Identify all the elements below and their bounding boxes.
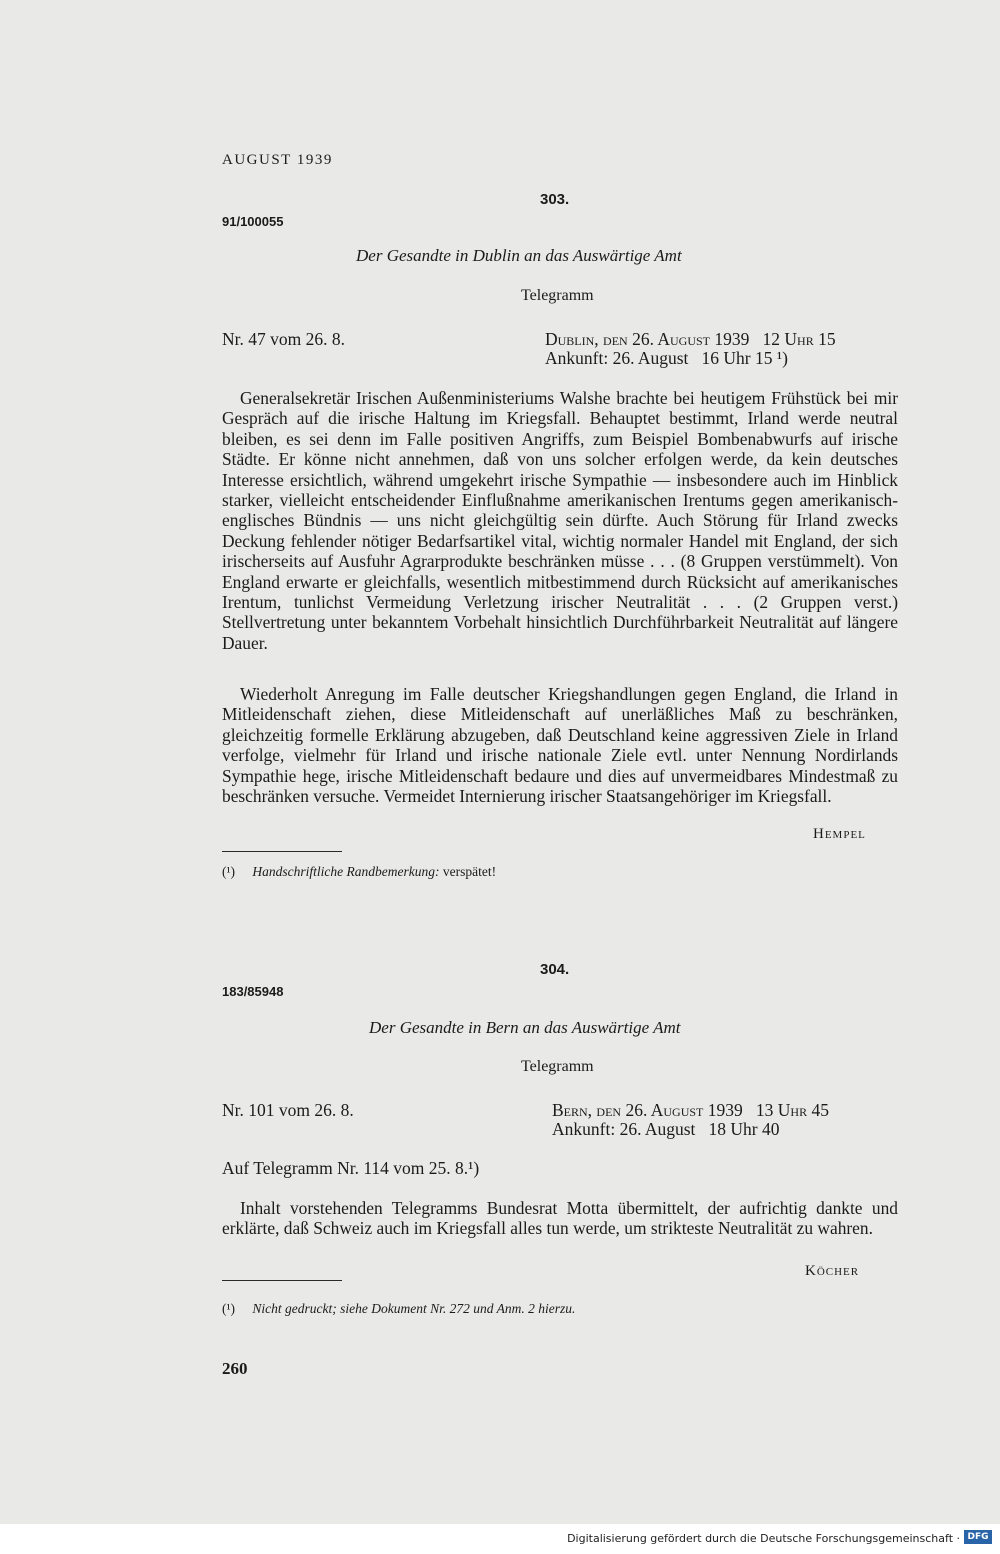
document-id-304: 183/85948	[222, 984, 284, 999]
footnote-rule-303	[222, 851, 342, 852]
footnote-303	[222, 864, 496, 880]
telegram-place-date-303: Dublin, den 26. August 1939 12 Uhr 15	[545, 329, 836, 349]
telegram-arrival-304: Ankunft: 26. August 18 Uhr 40	[552, 1119, 780, 1139]
page-number: 260	[222, 1359, 248, 1378]
document-type-304: Telegramm	[521, 1058, 594, 1075]
document-title-303: Der Gesandte in Dublin an das Auswärtige Amt	[356, 246, 682, 265]
document-id-303: 91/100055	[222, 214, 284, 229]
body-paragraph-303-1: Generalsekretär Irischen Außenministeriums Walshe brachte bei heutigem Frühstück bei mir Gespräch auf die irische Haltung im Kriegsfall. Behauptet bestimmt, Irland werde neutral bleiben, es sei denn im Falle positiven Angriffs, zum Beispiel Bombenabwurfs auf irische Städte. Er könne nicht annehmen, daß von uns solcher erfolgen werde, da kein deutsches Interesse ersichtlich, während umgekehrt irische Sympathie — insbesondere auch im Hinblick starker, vielleicht entscheidender Einflußnahme amerikanischen Irentums gegen amerikanisch-englisches Bündnis — uns nicht gleichgültig sein dürfte. Auch Störung für Irland zwecks Deckung fehlender nötiger Bedarfsartikel vital, wichtig normaler Handel mit England, der sich irischerseits auf Ausfuhr Agrarprodukte beschränken müsse . . . (8 Gruppen verstümmelt). Von England erwarte er gleichfalls, wesentlich mitbestimmend durch Rücksicht auf amerikanisches Irentum, tunlichst Vermeidung Verletzung irischer Neutralität . . . (2 Gruppen verst.) Stellvertretung unter bekanntem Vorbehalt hinsichtlich Durchführbarkeit Neutralität auf längere Dauer.	[222, 388, 898, 653]
document-number-304: 304.	[540, 961, 570, 978]
running-header-date: AUGUST 1939	[222, 152, 333, 168]
telegram-reference-303: Nr. 47 vom 26. 8.	[222, 329, 345, 349]
footnote-marker: (¹)	[222, 1301, 236, 1316]
telegram-cross-reference-304: Auf Telegramm Nr. 114 vom 25. 8.¹)	[222, 1158, 480, 1178]
dfg-logo-icon: DFG	[964, 1530, 992, 1544]
body-paragraph-303-2: Wiederholt Anregung im Falle deutscher Kriegshandlungen gegen England, die Irland in Mitleidenschaft ziehen, diese Mitleidenschaft auf unerläßliches Maß zu beschränken, gleichzeitig formelle Erklärung abzugeben, daß Deutschland keine aggressiven Ziele in Irland verfolge, vielmehr für Irland und irische nationale Ziele evtl. unter Nennung Nordirlands Sympathie hege, irische Mitleidenschaft bedaure und dies auf unvermeidbares Mindestmaß zu beschränken versuche. Vermeidet Internierung irischer Staatsangehöriger im Kriegsfall.	[222, 684, 898, 807]
footnote-text: verspätet!	[439, 864, 497, 879]
footnote-304	[222, 1301, 575, 1317]
document-type-303: Telegramm	[521, 287, 594, 304]
document-number-303: 303.	[540, 191, 570, 208]
document-title-304: Der Gesandte in Bern an das Auswärtige Amt	[369, 1018, 681, 1037]
footnote-italic-text: Nicht gedruckt; siehe Dokument Nr. 272 und Anm. 2 hierzu.	[252, 1301, 576, 1316]
telegram-reference-304: Nr. 101 vom 26. 8.	[222, 1100, 354, 1120]
signature-304: Köcher	[805, 1263, 860, 1279]
footnote-marker: (¹)	[222, 864, 236, 879]
digitization-credit: Digitalisierung gefördert durch die Deutsche Forschungsgemeinschaft ·	[567, 1532, 960, 1545]
telegram-arrival-303: Ankunft: 26. August 16 Uhr 15 ¹)	[545, 348, 788, 368]
signature-303: Hempel	[813, 826, 866, 842]
telegram-place-date-304: Bern, den 26. August 1939 13 Uhr 45	[552, 1100, 829, 1120]
footnote-italic-text: Handschriftliche Randbemerkung:	[252, 864, 440, 879]
body-paragraph-304-1: Inhalt vorstehenden Telegramms Bundesrat Motta übermittelt, der aufrichtig dankte und erklärte, daß Schweiz auch im Kriegsfall alles tun werde, um strikteste Neutralität zu wahren.	[222, 1198, 898, 1239]
footnote-rule-304	[222, 1280, 342, 1281]
